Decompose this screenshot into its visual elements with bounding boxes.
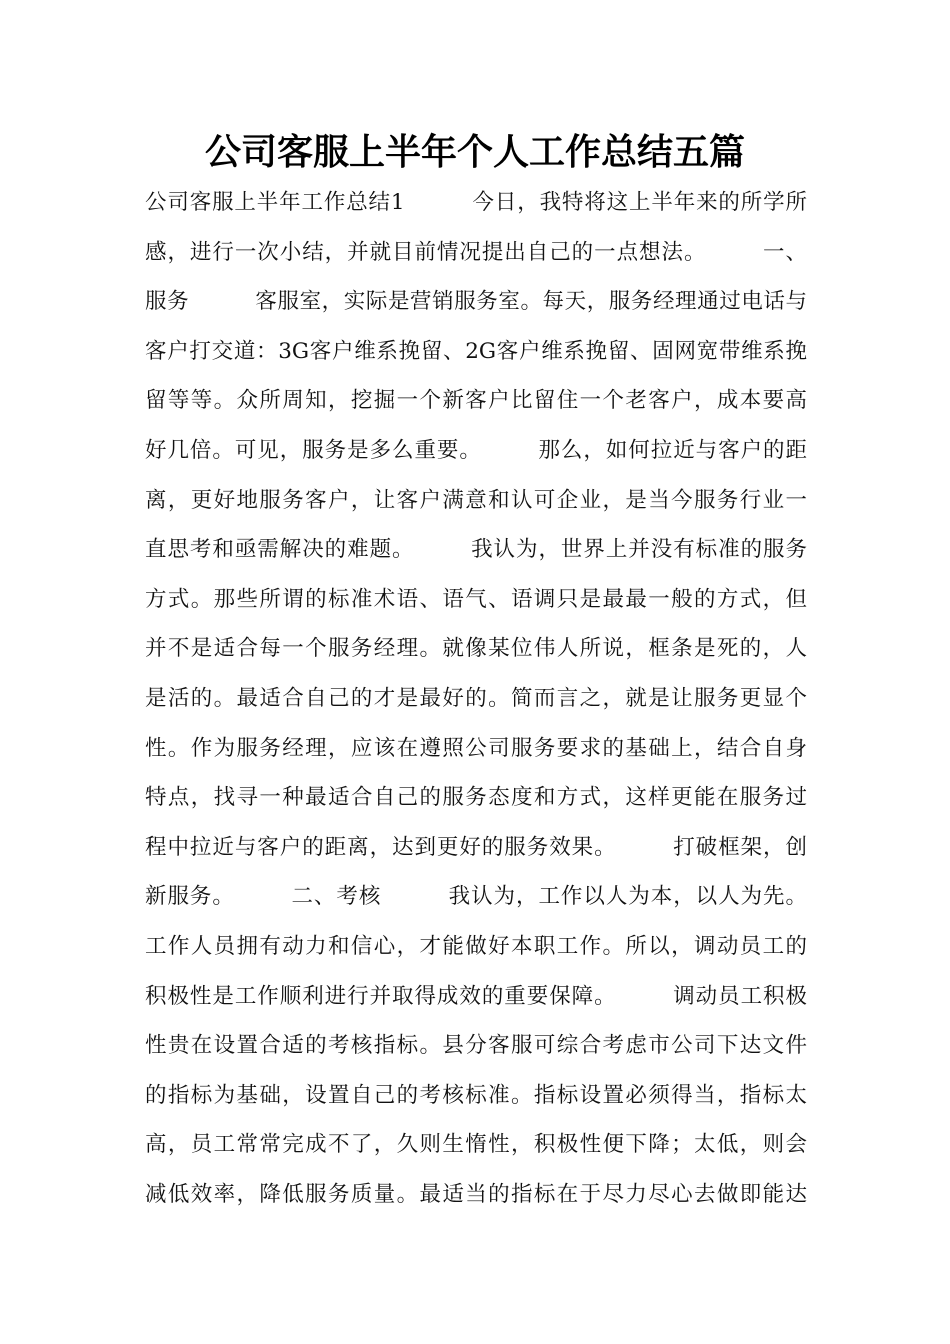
body-line: 新服务。 二、考核 我认为，工作以人为本，以人为先。 bbox=[145, 884, 807, 910]
document-title: 公司客服上半年个人工作总结五篇 bbox=[204, 132, 745, 173]
body-line: 感，进行一次小结，并就目前情况提出自己的一点想法。 一、 bbox=[145, 239, 807, 265]
body-line: 性贵在设置合适的考核指标。县分客服可综合考虑市公司下达文件 bbox=[145, 1033, 807, 1059]
body-line: 方式。那些所谓的标准术语、语气、语调只是最最一般的方式，但 bbox=[145, 586, 807, 612]
body-line: 服务 客服室，实际是营销服务室。每天，服务经理通过电话与 bbox=[145, 289, 807, 315]
body-line: 特点，找寻一种最适合自己的服务态度和方式，这样更能在服务过 bbox=[145, 785, 807, 811]
body-line: 留等等。众所周知，挖掘一个新客户比留住一个老客户，成本要高 bbox=[145, 388, 807, 414]
body-line: 减低效率，降低服务质量。最适当的指标在于尽力尽心去做即能达 bbox=[145, 1181, 807, 1207]
body-line: 客户打交道：3G客户维系挽留、2G客户维系挽留、固网宽带维系挽 bbox=[145, 338, 807, 364]
body-line: 积极性是工作顺利进行并取得成效的重要保障。 调动员工积极 bbox=[145, 983, 807, 1009]
body-line: 的指标为基础，设置自己的考核标准。指标设置必须得当，指标太 bbox=[145, 1082, 807, 1108]
body-line: 高，员工常常完成不了，久则生惰性，积极性便下降；太低，则会 bbox=[145, 1132, 807, 1158]
body-line: 并不是适合每一个服务经理。就像某位伟人所说，框条是死的，人 bbox=[145, 636, 807, 662]
document-body bbox=[145, 178, 807, 1219]
body-line: 离，更好地服务客户，让客户满意和认可企业，是当今服务行业一 bbox=[145, 487, 807, 513]
body-line: 公司客服上半年工作总结1 今日，我特将这上半年来的所学所 bbox=[145, 190, 807, 215]
body-line: 程中拉近与客户的距离，达到更好的服务效果。 打破框架，创 bbox=[145, 834, 807, 860]
body-line: 直思考和亟需解决的难题。 我认为，世界上并没有标准的服务 bbox=[145, 537, 807, 563]
body-line: 是活的。最适合自己的才是最好的。简而言之，就是让服务更显个 bbox=[145, 685, 807, 711]
body-line: 好几倍。可见，服务是多么重要。 那么，如何拉近与客户的距 bbox=[145, 437, 807, 463]
body-line: 工作人员拥有动力和信心，才能做好本职工作。所以，调动员工的 bbox=[145, 933, 807, 959]
body-line: 性。作为服务经理，应该在遵照公司服务要求的基础上，结合自身 bbox=[145, 735, 807, 761]
